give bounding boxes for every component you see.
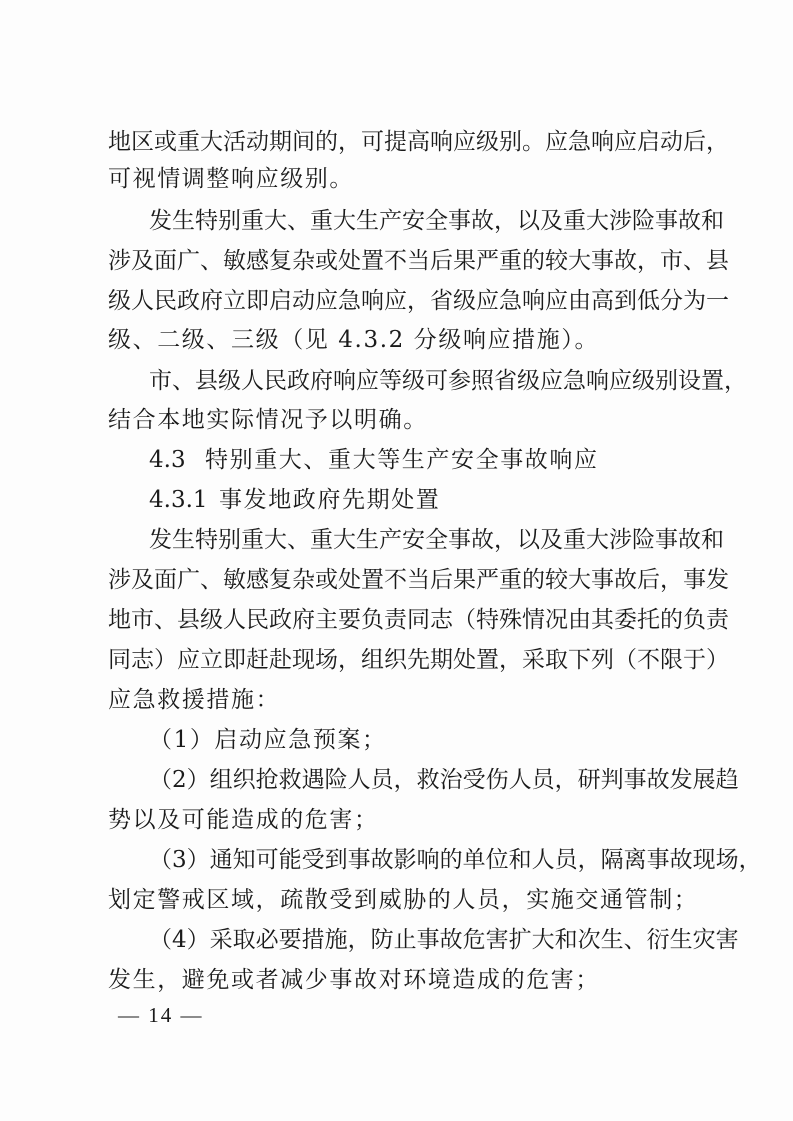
section-heading-4-3-1 [149,483,698,517]
section-number: 4.3 [149,447,186,473]
paragraph-line: 涉及面广、敏感复杂或处置不当后果严重的较大事故后，事发 [108,567,729,593]
paragraph-line: 发生特别重大、重大生产安全事故，以及重大涉险事故和 [149,208,724,234]
paragraph-line: 同志）应立即赶赴现场，组织先期处置，采取下列（不限于） [108,647,729,673]
paragraph-line: 应急救援措施： [108,687,281,713]
list-item: （1）启动应急预案； [149,727,387,753]
paragraph-line: 涉及面广、敏感复杂或处置不当后果严重的较大事故，市、县 [108,248,729,274]
paragraph-line: 可视情调整响应级别。 [108,166,354,192]
page-number: — 14 — [118,1003,204,1027]
paragraph-line: 结合本地实际情况予以明确。 [108,407,428,433]
list-item: （3）通知可能受到事故影响的单位和人员，隔离事故现场， [149,847,762,873]
list-item: （4）采取必要措施，防止事故危害扩大和次生、衍生灾害 [149,927,739,953]
paragraph-line: 级人民政府立即启动应急响应，省级应急响应由高到低分为一 [108,288,729,314]
list-item-continuation: 发生，避免或者减少事故对环境造成的危害； [108,967,600,993]
paragraph-line: 级、二级、三级（见 4.3.2 分级响应措施）。 [108,327,600,353]
paragraph-line: 市、县级人民政府响应等级可参照省级应急响应级别设置， [149,368,747,394]
paragraph-line: 发生特别重大、重大生产安全事故，以及重大涉险事故和 [149,527,724,553]
section-number: 4.3.1 [149,487,208,513]
list-item: （2）组织抢救遇险人员，救治受伤人员，研判事故发展趋 [149,767,739,793]
paragraph-line: 地区或重大活动期间的，可提高响应级别。应急响应启动后， [108,129,729,155]
section-heading-4-3 [149,443,698,477]
list-item-continuation: 势以及可能造成的危害； [108,807,379,833]
paragraph-line: 地市、县级人民政府主要负责同志（特殊情况由其委托的负责 [108,607,729,633]
section-title: 特别重大、重大等生产安全事故响应 [205,447,599,473]
list-item-continuation: 划定警戒区域，疏散受到威胁的人员，实施交通管制； [108,887,699,913]
section-title: 事发地政府先期处置 [219,487,441,513]
